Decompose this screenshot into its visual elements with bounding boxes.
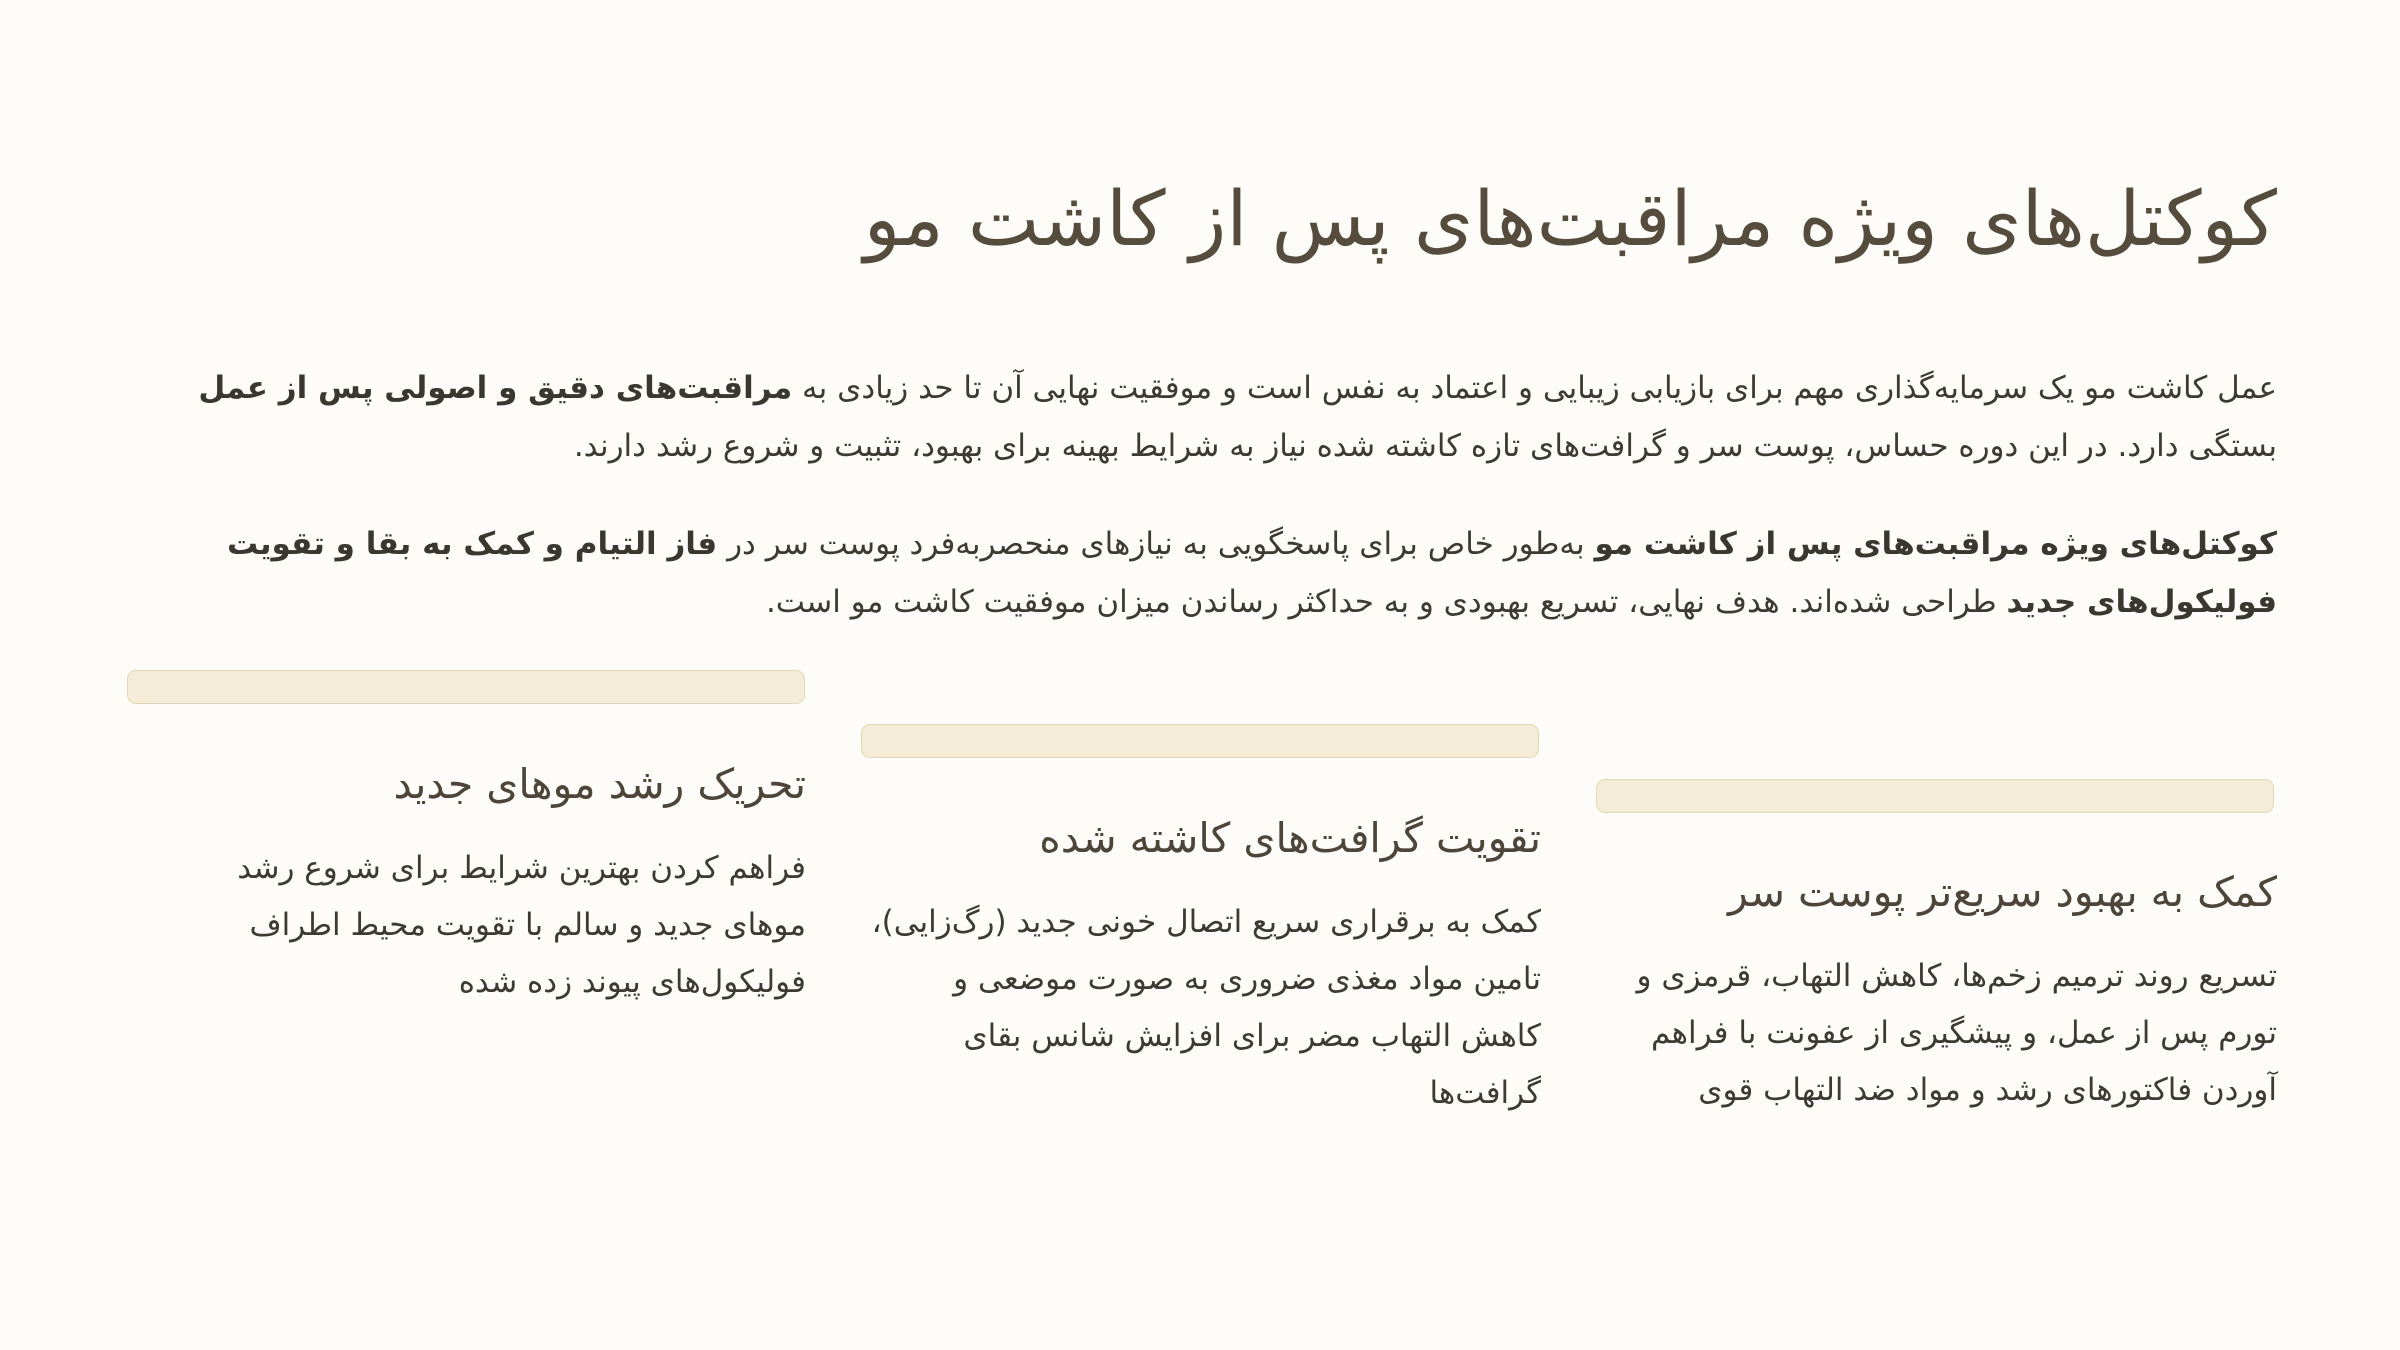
intro-paragraph-1 [177,359,2277,475]
card-title: تقویت گرافت‌های کاشته شده [1039,814,1541,862]
intro-p2-text-1: به‌طور خاص برای پاسخگویی به نیازهای منحصربه‌فرد پوست سر در [717,526,1595,562]
card-description: فراهم کردن بهترین شرایط برای شروع رشد موهای جدید و سالم با تقویت محیط اطراف فولیکول‌های پیوند زده شده [237,850,806,1000]
card-description: تسریع روند ترمیم زخم‌ها، کاهش التهاب، قرمزی و تورم پس از عمل، و پیشگیری از عفونت با فراهم آوردن فاکتورهای رشد و مواد ضد التهاب قوی [1636,958,2277,1108]
card-accent-bar [1596,779,2274,813]
card-title: کمک به بهبود سریع‌تر پوست سر [1727,868,2277,916]
page-title: کوکتل‌های ویژه مراقبت‌های پس از کاشت مو [863,174,2277,263]
card-title: تحریک رشد موهای جدید [393,760,806,808]
intro-p2-bold-1: کوکتل‌های ویژه مراقبت‌های پس از کاشت مو [1594,526,2277,562]
intro-p1-bold-1: مراقبت‌های دقیق و اصولی پس از عمل [198,370,793,406]
intro-paragraph-2 [177,515,2277,631]
card-accent-bar [861,724,1539,758]
intro-p2-bold-2: فاز التیام و کمک به بقا و تقویت فولیکول‌های جدید [227,526,2277,620]
card-description: کمک به برقراری سریع اتصال خونی جدید (رگ‌زایی)، تامین مواد مغذی ضروری به صورت موضعی و کاهش التهاب مضر برای افزایش شانس بقای گرافت‌ها [871,904,1541,1111]
intro-p1-text-2: بستگی دارد. در این دوره حساس، پوست سر و گرافت‌های تازه کاشته شده نیاز به شرایط بهینه برای بهبود، تثبیت و شروع رشد دارند. [573,428,2277,464]
intro-p2-text-2: طراحی شده‌اند. هدف نهایی، تسریع بهبودی و به حداکثر رساندن میزان موفقیت کاشت مو است. [765,584,2007,620]
card-accent-bar [127,670,805,704]
intro-p1-text-1: عمل کاشت مو یک سرمایه‌گذاری مهم برای بازیابی زیبایی و اعتماد به نفس است و موفقیت نهایی آن تا حد زیادی به [792,370,2277,406]
